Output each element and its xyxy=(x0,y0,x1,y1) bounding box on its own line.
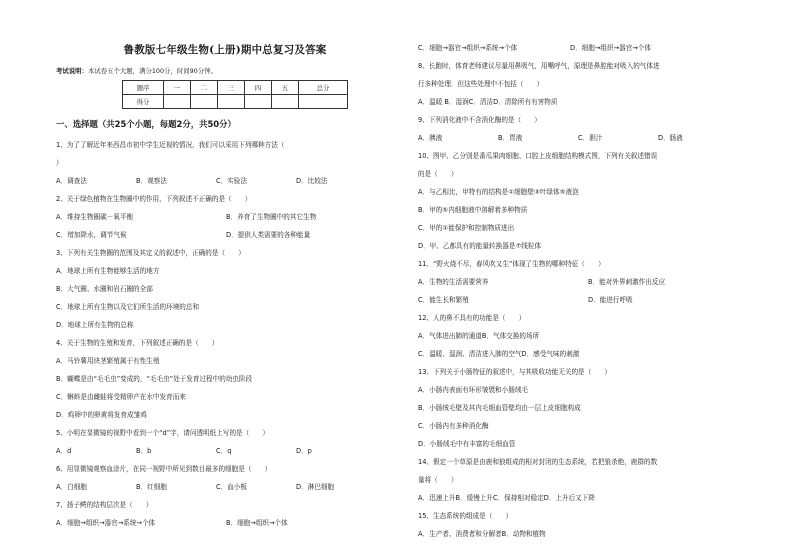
question-line: 量将（ ） xyxy=(418,476,458,484)
option-row xyxy=(418,134,738,143)
option-row xyxy=(56,447,376,456)
question-line: A．马铃薯用块茎繁殖属于有性生殖 xyxy=(56,357,160,365)
question-line: C．小肠内有多种消化酶 xyxy=(418,422,489,430)
question-line: B．蝴蝶是由“毛毛虫”变成的，“毛毛虫”处于发育过程中的幼虫阶段 xyxy=(56,375,253,383)
option: B．胃液 xyxy=(498,134,523,142)
question-line: 12、人的鼻不具有的功能是（ ） xyxy=(418,314,526,322)
score-table xyxy=(122,80,348,109)
question-line: ） xyxy=(56,159,63,167)
option: D．比较法 xyxy=(296,177,328,185)
question-line: 行多种处理．但这些处理中不包括（ ） xyxy=(418,80,544,88)
option-row: A．迅速上升B．缓慢上升C．保持相对稳定D．上升后又下降 xyxy=(418,494,595,502)
question-line: C．甲的①能保护和控制物质进出 xyxy=(418,224,515,232)
question-line: B．甲的⑤内细胞液中溶解着多种物质 xyxy=(418,206,528,214)
option: A．维持生物圈碳－氧平衡 xyxy=(56,213,134,221)
option: C．增加降水，调节气候 xyxy=(56,231,127,239)
option: D．p xyxy=(296,447,312,455)
option-row xyxy=(56,231,396,240)
question-line: D．甲、乙都具有的能量转换器是⑦线粒体 xyxy=(418,242,542,250)
question-line: 2、关于绿色植物在生物圈中的作用，下列叙述不正确的是（ ） xyxy=(56,195,252,203)
score-header-cell: 一 xyxy=(164,81,191,95)
option: A．生物的生活需要营养 xyxy=(418,278,489,286)
option: A．调查法 xyxy=(56,177,87,185)
option: B．红细胞 xyxy=(136,483,167,491)
score-table-header-row xyxy=(123,81,348,95)
option: A．白细胞 xyxy=(56,483,87,491)
score-header-cell: 题序 xyxy=(123,81,164,95)
question-line: 的是（ ） xyxy=(418,170,458,178)
option: D．细胞→组织→器官→个体 xyxy=(570,44,651,52)
option: B．养育了生物圈中的其它生物 xyxy=(226,213,317,221)
option-row xyxy=(418,296,758,305)
option: B．观察法 xyxy=(136,177,167,185)
score-cell[interactable] xyxy=(245,95,272,109)
option: A．细胞→组织→器官→系统→个体 xyxy=(56,519,156,527)
section-heading: 一、选择题（共25个小题，每题2分，共50分） xyxy=(56,119,236,129)
option: B．b xyxy=(136,447,152,455)
question-line: B．小肠绒毛壁及其内毛细血管壁均由一层上皮细胞构成 xyxy=(418,404,581,412)
question-line: 3、下列有关生物圈的范围及其定义的叙述中，正确的是（ ） xyxy=(56,249,245,257)
question-line: C．地球上所有生物以及它们所生活的环境的总和 xyxy=(56,303,200,311)
question-line: C．蝌蚪是由雌蛙将受精卵产在水中发育而来 xyxy=(56,393,186,401)
option-row: A．生产者、消费者和分解者B．动物和植物 xyxy=(418,530,546,538)
score-header-cell: 五 xyxy=(272,81,299,95)
option: C．细胞→器官→组织→系统→个体 xyxy=(418,44,518,52)
question-line: A．与乙相比，甲特有的结构是①细胞壁③叶绿体⑤液泡 xyxy=(418,188,579,196)
option: D．能进行呼吸 xyxy=(588,296,633,304)
option: C．q xyxy=(216,447,232,455)
score-table-score-row xyxy=(123,95,348,109)
score-cell[interactable] xyxy=(191,95,218,109)
question-line: 13、下列关于小肠特征的叙述中，与其吸收功能无关的是（ ） xyxy=(418,368,612,376)
question-line: D．鸡卵中的卵黄将发育成雏鸡 xyxy=(56,411,147,419)
question-line: 5、小明在显微镜的视野中看到一个“d”字，请问透明纸上写的是（ ） xyxy=(56,429,270,437)
question-line: A．气体进出肺的通道B．气体交换的场所 xyxy=(418,332,540,340)
question-line: 15、生态系统的组成是（ ） xyxy=(418,512,513,520)
option: D．淋巴细胞 xyxy=(296,483,335,491)
exam-note xyxy=(56,66,217,75)
option: C．实验法 xyxy=(216,177,247,185)
score-header-cell: 三 xyxy=(218,81,245,95)
question-line: A．地球上所有生物能够生活的地方 xyxy=(56,267,160,275)
option: A．d xyxy=(56,447,72,455)
question-line: 7、扬子鳄的结构层次是（ ） xyxy=(56,501,153,509)
question-line: B．大气圈、水圈和岩石圈的全部 xyxy=(56,285,153,293)
option: D．提供人类需要的各种能量 xyxy=(226,231,311,239)
page-title: 鲁教版七年级生物(上册)期中总复习及答案 xyxy=(123,44,327,56)
note-text: 本试卷五个大题，满分100分，时间90分钟。 xyxy=(87,67,217,75)
option: D．肠液 xyxy=(658,134,683,142)
option: B．细胞→组织→个体 xyxy=(226,519,288,527)
option-row xyxy=(56,483,376,492)
score-cell[interactable] xyxy=(272,95,299,109)
score-cell[interactable] xyxy=(299,95,348,109)
score-header-cell: 二 xyxy=(191,81,218,95)
question-line: 4、关于生物的生殖和发育，下列叙述正确的是（ ） xyxy=(56,339,219,347)
score-cell[interactable] xyxy=(218,95,245,109)
option: C．能生长和繁殖 xyxy=(418,296,469,304)
option-row xyxy=(418,278,758,287)
option: C．胆汁 xyxy=(578,134,603,142)
option: A．胰液 xyxy=(418,134,443,142)
question-line: 14、假定一个草原是由鹿和狼组成的相对封闭的生态系统，若把狼杀绝，鹿群的数 xyxy=(418,458,658,466)
option: B．能对外界刺激作出反应 xyxy=(588,278,666,286)
question-line: 9、下列消化液中不含消化酶的是（ ） xyxy=(418,116,541,124)
option-row xyxy=(56,177,376,186)
question-line: 11、“野火烧不尽，春风吹又生”体现了生物的哪种特征（ ） xyxy=(418,260,605,268)
question-line: 10、图甲、乙分别是番瓜果肉细胞、口腔上皮细胞结构模式图，下列有关叙述错误 xyxy=(418,152,658,160)
question-line: 8、长跑时，体育老师建议尽量用鼻吸气，用嘴呼气，原理是鼻腔能对吸入的气体进 xyxy=(418,62,660,70)
option-row xyxy=(418,44,740,53)
question-line: 6、用显微镜观察血涂片，在同一视野中所见到数目最多的细胞是（ ） xyxy=(56,465,272,473)
option: C．血小板 xyxy=(216,483,247,491)
score-header-cell: 四 xyxy=(245,81,272,95)
question-line: D．地球上所有生物的总称 xyxy=(56,321,134,329)
option-row xyxy=(56,519,396,528)
note-label: 考试说明： xyxy=(56,67,88,75)
score-row-label: 得分 xyxy=(123,95,164,109)
score-cell[interactable] xyxy=(164,95,191,109)
question-line: 1、为了了解近年来西昌市初中学生近视的情况，我们可以采用下列哪种方法（ xyxy=(56,141,285,149)
question-line: A．小肠内表面有环形皱襞和小肠绒毛 xyxy=(418,386,529,394)
question-line: C．温暖、湿润、清洁进入肺的空气D．感受气味的刺激 xyxy=(418,350,580,358)
score-header-cell: 总分 xyxy=(299,81,348,95)
question-line: D．小肠绒毛中有丰富的毛细血管 xyxy=(418,440,516,448)
option-row xyxy=(56,213,396,222)
question-line: A．温暖 B．湿润C．清洁D．清除所有有害物质 xyxy=(418,98,558,106)
